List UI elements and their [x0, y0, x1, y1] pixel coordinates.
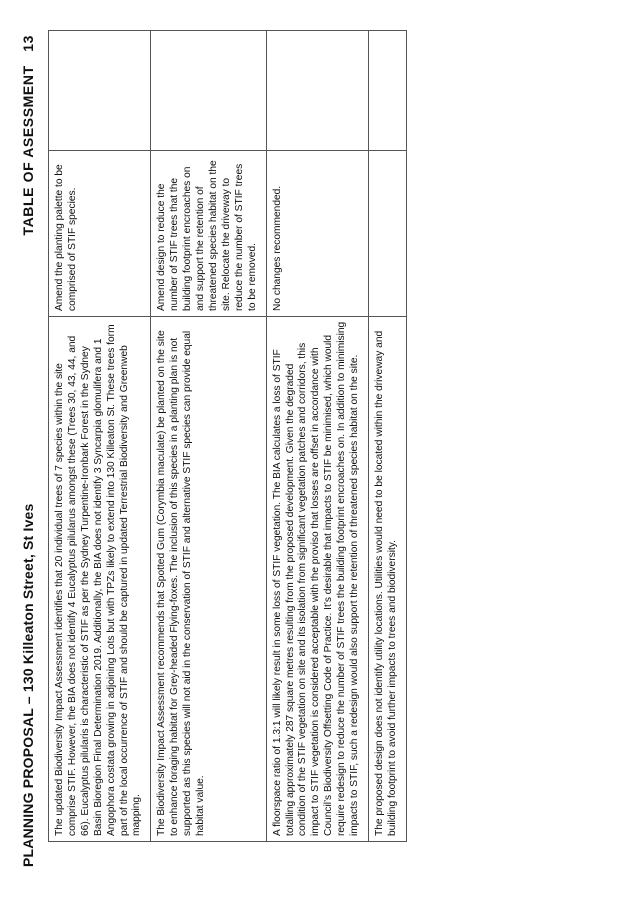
- table-row: [368, 31, 406, 842]
- section-header: [20, 35, 36, 236]
- section-title: TABLE OF ASESSMENT: [20, 65, 36, 236]
- recommendation-cell: No changes recommended.: [266, 151, 368, 317]
- table-row: [266, 31, 368, 842]
- page-number: 13: [20, 35, 36, 52]
- document-title: PLANNING PROPOSAL – 130 Killeaton Street, St Ives: [20, 503, 36, 867]
- notes-cell: [49, 31, 151, 151]
- table-row: [151, 31, 266, 842]
- table-row: [49, 31, 151, 842]
- recommendation-cell: Amend design to reduce the number of STIF trees that the building footprint encroaches on and support the retention of threatened species habitat on the site. Relocate the driveway to reduce the number of STIF trees to be removed.: [151, 151, 266, 317]
- notes-cell: [151, 31, 266, 151]
- recommendation-cell: [368, 151, 406, 317]
- recommendation-cell: Amend the planting palette to be comprised of STIF species.: [49, 151, 151, 317]
- assessment-cell: The proposed design does not identify utility locations. Utilities would need to be located within the driveway and building footprint to avoid further impacts to trees and biodiversity.: [368, 317, 406, 842]
- page-header: [20, 35, 48, 867]
- assessment-cell: A floorspace ratio of 1.3:1 will likely result in some loss of STIF vegetation. The BIA calculates a loss of STIF totalling approximately 287 square metres resulting from the proposed development. Given the degraded condition of the STIF vegetation on site and its isolation from significant vegetation patches and corridors, this impact to STIF vegetation is considered acceptable with the proviso that losses are offset in accordance with Council’s Biodiversity Offsetting Code of Practice. It’s desirable that impacts to STIF be minimised, which would require redesign to reduce the number of STIF trees the building footprint encroaches on. In addition to minimising impacts to STIF, such a redesign would also support the retention of threatened species habitat on the site.: [266, 317, 368, 842]
- assessment-table: [48, 30, 407, 842]
- notes-cell: [368, 31, 406, 151]
- assessment-cell: The updated Biodiversity Impact Assessment identifies that 20 individual trees of 7 species within the site comprise STIF. However, the BIA does not identify 4 Eucalyptus pilularus amongst these (Trees 30, 43, 44, and 66). Eucalyptus pilularis is characteristic of STIF as per the Sydney Turpentine-Ironbark Forest in the Sydney Basin Bioregion Final Determination 2019. Additionally, the BIA does not identify 3 Syncarpia glomulifera and 1 Angophora costata growing in adjoining Lots but with TPZs likely to extend into 130 Killeaton St. These trees form part of the local occurrence of STIF and should be captured in updated Terrestrial Biodiversity and Greenweb mapping.: [49, 317, 151, 842]
- notes-cell: [266, 31, 368, 151]
- assessment-cell: The Biodiversity Impact Assessment recommends that Spotted Gum (Corymbia maculate) be planted on the site to enhance foraging habitat for Grey-headed Flying-foxes. The inclusion of this species in a planting plan is not supported as this species will not aid in the conservation of STIF and alternative STIF species can provide equal habitat value.: [151, 317, 266, 842]
